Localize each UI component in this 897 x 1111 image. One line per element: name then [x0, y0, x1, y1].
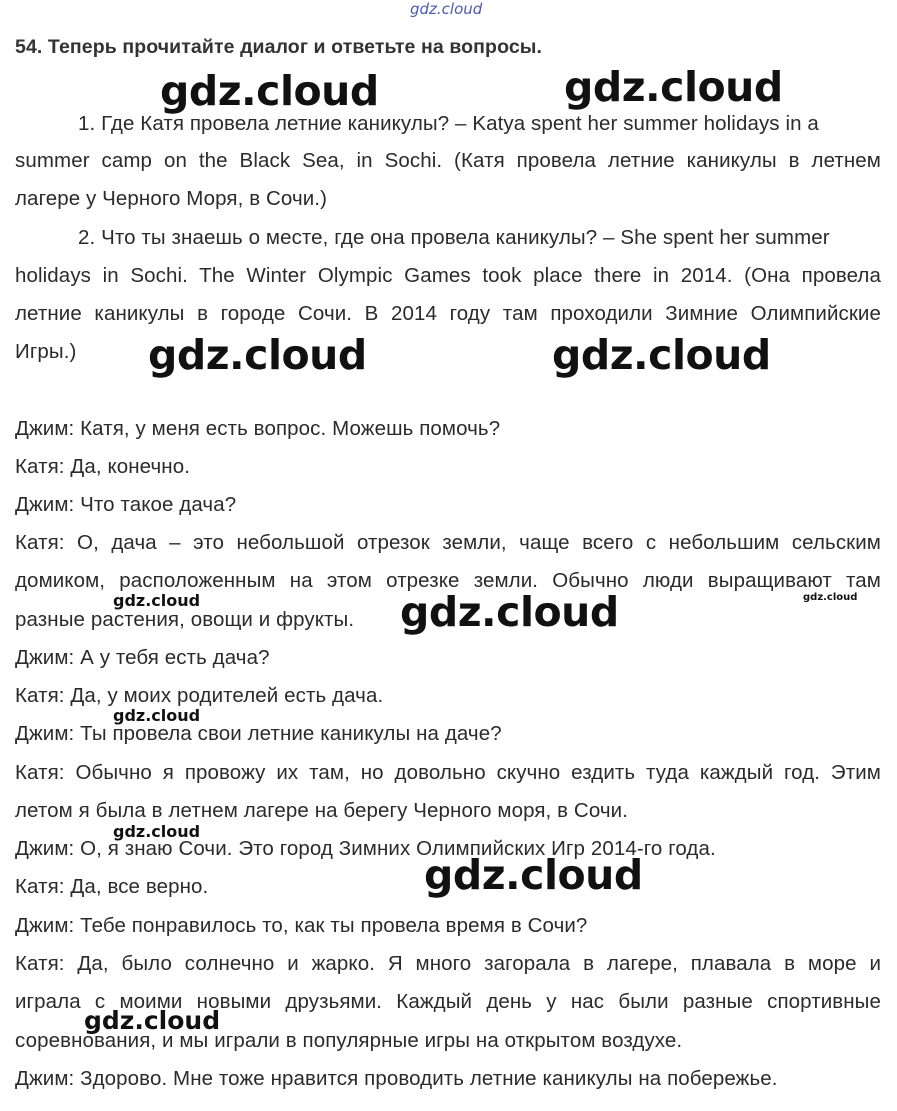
watermark: gdz.cloud	[400, 588, 619, 636]
dialogue-line: Катя: Да, конечно.	[15, 455, 190, 478]
watermark: gdz.cloud	[113, 706, 201, 725]
watermark: gdz.cloud	[160, 67, 379, 115]
watermark: gdz.cloud	[552, 331, 771, 379]
dialogue-line: Джим: О, я знаю Сочи. Это город Зимних Олимпийских Игр 2014-го года.	[15, 837, 716, 860]
dialogue-line: Катя: Да, все верно.	[15, 875, 209, 898]
watermark: gdz.cloud	[113, 822, 201, 841]
dialogue-line: Джим: А у тебя есть дача?	[15, 646, 270, 669]
dialogue-line: играла с моими новыми друзьями. Каждый день у нас были разные спортивные	[15, 990, 881, 1013]
dialogue-line: Джим: Катя, у меня есть вопрос. Можешь помочь?	[15, 417, 501, 440]
answer-line: Игры.)	[15, 340, 77, 363]
answer-line: летние каникулы в городе Сочи. В 2014 году там проходили Зимние Олимпийские	[15, 302, 881, 325]
watermark: gdz.cloud	[84, 1006, 221, 1035]
dialogue-line: домиком, расположенным на этом отрезке земли. Обычно люди выращивают там	[15, 569, 881, 592]
watermark: gdz.cloud	[148, 331, 367, 379]
dialogue-line: соревнования, и мы играли в популярные игры на открытом воздухе.	[15, 1029, 683, 1052]
watermark: gdz.cloud	[564, 63, 783, 111]
dialogue-line: Катя: Да, у моих родителей есть дача.	[15, 684, 384, 707]
exercise-heading: 54. Теперь прочитайте диалог и ответьте на вопросы.	[15, 36, 543, 58]
answer-line: summer camp on the Black Sea, in Sochi. (Катя провела летние каникулы в летнем	[15, 149, 881, 172]
dialogue-line: Джим: Что такое дача?	[15, 493, 237, 516]
answer-line: лагере у Черного Моря, в Сочи.)	[15, 187, 328, 210]
dialogue-line: Катя: Да, было солнечно и жарко. Я много загорала в лагере, плавала в море и	[15, 952, 881, 975]
answer-line: holidays in Sochi. The Winter Olympic Games took place there in 2014. (Она провела	[15, 264, 881, 287]
dialogue-line: Катя: Обычно я провожу их там, но довольно скучно ездить туда каждый год. Этим	[15, 761, 881, 784]
dialogue-line: Джим: Тебе понравилось то, как ты провела время в Сочи?	[15, 914, 588, 937]
dialogue-line: Катя: О, дача – это небольшой отрезок земли, чаще всего с небольшим сельским	[15, 531, 881, 554]
dialogue-line: летом я была в летнем лагере на берегу Черного моря, в Сочи.	[15, 799, 629, 822]
dialogue-line: разные растения, овощи и фрукты.	[15, 608, 355, 631]
header-watermark: gdz.cloud	[410, 0, 483, 18]
answer-line: 2. Что ты знаешь о месте, где она провела каникулы? – She spent her summer	[78, 226, 830, 249]
watermark: gdz.cloud	[424, 851, 643, 899]
dialogue-line: Джим: Ты провела свои летние каникулы на даче?	[15, 722, 502, 745]
watermark: gdz.cloud	[803, 592, 858, 603]
answer-line: 1. Где Катя провела летние каникулы? – Katya spent her summer holidays in a	[78, 112, 819, 135]
dialogue-line: Джим: Здорово. Мне тоже нравится проводить летние каникулы на побережье.	[15, 1067, 778, 1090]
watermark: gdz.cloud	[113, 591, 201, 610]
